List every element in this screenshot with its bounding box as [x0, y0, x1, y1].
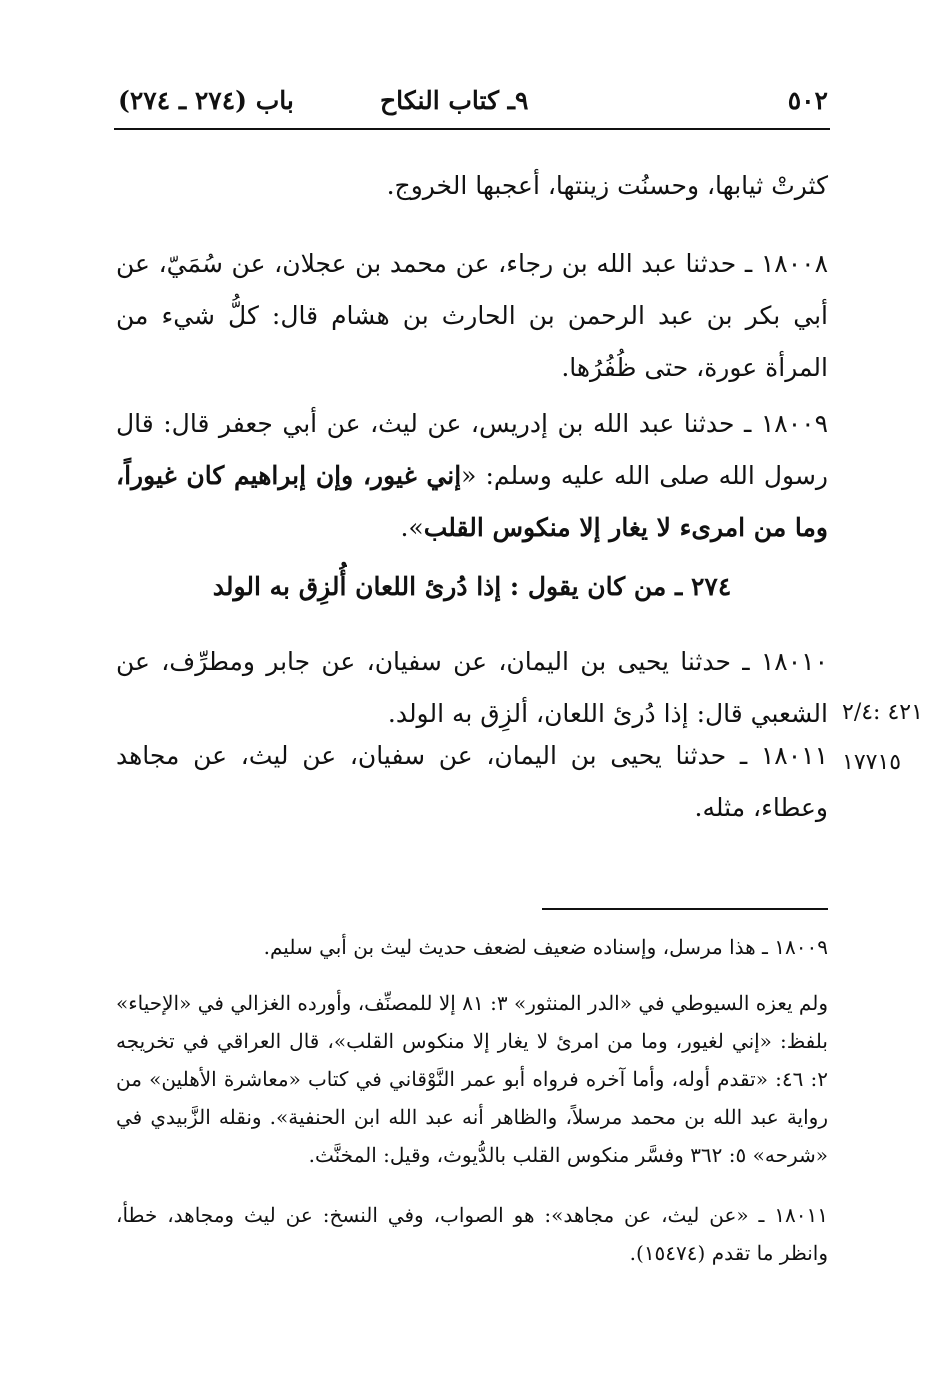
footnote-text: ١٨٠١١ ـ «عن ليث، عن مجاهد»: هو الصواب، وفي النسخ: عن ليث ومجاهد، خطأ، وانظر ما تقدم (١٥٤٧٤). [116, 1203, 828, 1265]
hadith-18009-intro: ١٨٠٠٩ ـ حدثنا عبد الله بن إدريس، عن ليث، عن أبي جعفر قال: قال رسول الله صلى الله عليه وسلم: « [116, 409, 828, 490]
hadith-18011 [116, 730, 828, 834]
page-number: ٥٠٢ [787, 86, 828, 115]
hadith-18010-text: ١٨٠١٠ ـ حدثنا يحيى بن اليمان، عن سفيان، عن جابر ومطرِّف، عن الشعبي قال: إذا دُرئ اللعان، ألزِق به الولد. [116, 647, 828, 728]
chapter-heading: ٢٧٤ ـ من كان يقول : إذا دُرئ اللعان أُلزِق به الولد [212, 572, 732, 601]
hadith-18010 [116, 636, 828, 740]
continuation-text [116, 160, 828, 212]
hadith-18009 [116, 398, 828, 554]
continuation-paragraph: كثرتْ ثيابها، وحسنُت زينتها، أعجبها الخروج. [386, 171, 828, 200]
margin-reference: ٤٢١ :٢/٤ [842, 700, 923, 725]
hadith-18011-text: ١٨٠١١ ـ حدثنا يحيى بن اليمان، عن سفيان، عن ليث، عن مجاهد وعطاء، مثله. [116, 741, 828, 822]
hadith-18009-quote: إني غيور، وإن إبراهيم كان غيوراً، وما من امرىء لا يغار إلا منكوس القلب [116, 461, 828, 542]
footnote-18009 [116, 928, 828, 966]
header-rule [114, 128, 830, 130]
footnote-18011 [116, 1196, 828, 1272]
footnote-text: ولم يعزه السيوطي في «الدر المنثور» ٣: ٨١ إلا للمصنِّف، وأورده الغزالي في «الإحياء» بلفظ: «إني لغيور، وما من امرئ لا يغار إلا منكوس القلب»، قال العراقي في تخريجه ٢: ٤٦: «تقدم أوله، وأما آخره فرواه أبو عمر النَّوْقاني في كتاب «معاشرة الأهلين» من رواية عبد الله بن محمد مرسلاً، والظاهر أنه عبد الله ابن الحنفية». ونقله الزَّبيدي في «شرحه» ٥: ٣٦٢ وفسَّر منكوس القلب بالدُّيوث، وقيل: المخنَّث. [116, 991, 828, 1167]
footnote-18009-continued [116, 984, 828, 1174]
hadith-18009-end: ». [400, 513, 424, 542]
footnote-separator [542, 908, 828, 910]
book-title: ٩ـ كتاب النكاح [380, 86, 529, 115]
hadith-18008 [116, 238, 828, 394]
hadith-18008-text: ١٨٠٠٨ ـ حدثنا عبد الله بن رجاء، عن محمد بن عجلان، عن سُمَيّ، عن أبي بكر بن عبد الرحمن بن الحارث بن هشام قال: كلُّ شيء من المرأة عورة، حتى ظُفُرُها. [116, 249, 828, 382]
footnote-text: ١٨٠٠٩ ـ هذا مرسل، وإسناده ضعيف لضعف حديث ليث بن أبي سليم. [263, 935, 828, 959]
chapter-range: باب (٢٧٤ ـ ٢٧٤) [118, 86, 294, 115]
margin-reference: ١٧٧١٥ [842, 750, 902, 775]
